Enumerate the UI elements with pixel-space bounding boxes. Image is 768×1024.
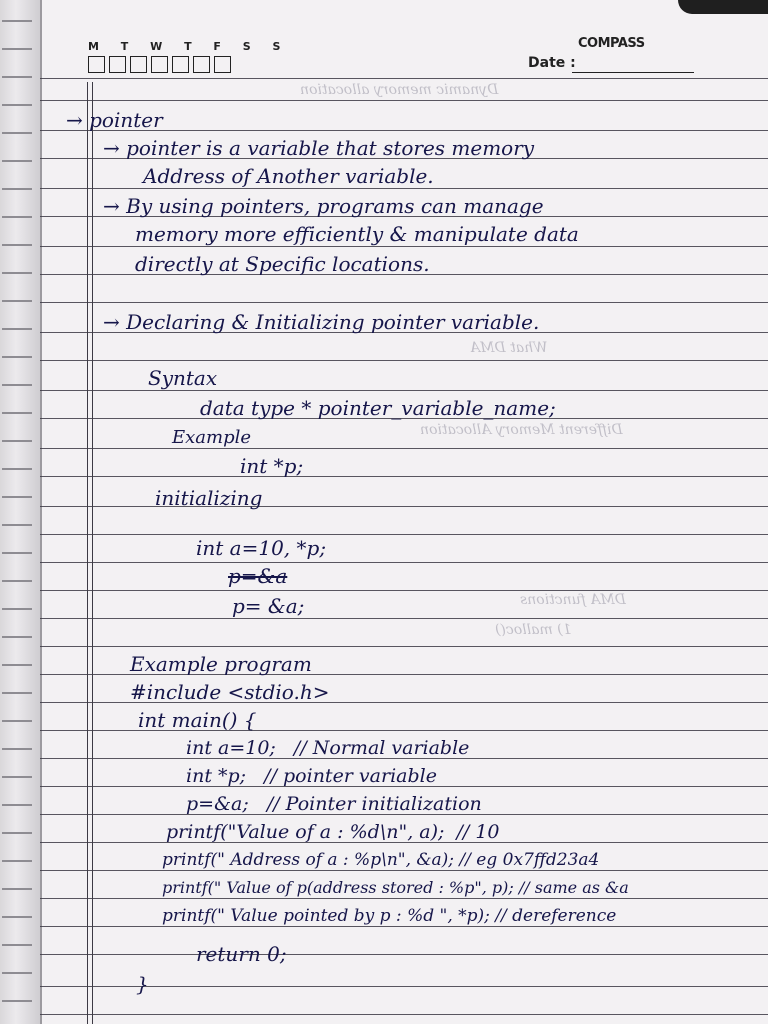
struck-out-code: p=&a	[228, 564, 288, 588]
ruled-line	[40, 618, 768, 619]
page-edge	[2, 132, 32, 134]
ruled-line	[40, 390, 768, 391]
code-line: printf(" Value of p(address stored : %p", p); // same as &a	[162, 878, 629, 897]
weekday-labels: M T W T F S S	[88, 40, 290, 53]
ruled-line	[40, 562, 768, 563]
code-line: }	[136, 972, 149, 996]
ruled-line	[40, 954, 768, 955]
page-edge	[2, 384, 32, 386]
page-edge	[2, 832, 32, 834]
code-line: int *p;	[240, 454, 304, 478]
margin-line	[87, 82, 88, 1024]
page-edge	[2, 552, 32, 554]
ruled-line	[40, 506, 768, 507]
page-edge	[2, 328, 32, 330]
page-edge	[2, 160, 32, 162]
page-edge	[2, 664, 32, 666]
code-line: #include <stdio.h>	[130, 680, 330, 704]
margin-line	[92, 82, 93, 1024]
ruled-line	[40, 1014, 768, 1015]
ruled-line	[40, 360, 768, 361]
page-edge	[2, 300, 32, 302]
page-edge	[2, 188, 32, 190]
page-edge	[2, 76, 32, 78]
page-edge	[2, 580, 32, 582]
ruled-line	[40, 100, 768, 101]
bleed-through-text: Different Memory Allocation	[420, 422, 623, 438]
page-edge	[2, 216, 32, 218]
note-line: Address of Another variable.	[143, 164, 434, 188]
page-edge	[2, 972, 32, 974]
code-line: return 0;	[196, 942, 287, 966]
page-edge	[2, 916, 32, 918]
page-edge	[2, 496, 32, 498]
page-edge	[2, 944, 32, 946]
note-line: directly at Specific locations.	[135, 252, 430, 276]
page-edge	[2, 804, 32, 806]
page-edge	[2, 692, 32, 694]
note-line: → pointer is a variable that stores memory	[103, 136, 535, 160]
ruled-line	[40, 448, 768, 449]
page-edge	[2, 48, 32, 50]
page-edge	[2, 1000, 32, 1002]
code-line: int *p; // pointer variable	[186, 765, 437, 787]
ruled-line	[40, 188, 768, 189]
page-edge	[2, 272, 32, 274]
date-label: Date :	[528, 55, 576, 71]
page-edge	[2, 104, 32, 106]
bleed-through-text: Dynamic memory allocation	[300, 82, 499, 98]
date-line	[572, 72, 694, 73]
ruled-line	[40, 986, 768, 987]
notebook-binding	[0, 0, 42, 1024]
note-label: Syntax	[148, 366, 218, 390]
code-line: p= &a;	[232, 594, 305, 618]
code-line: int a=10; // Normal variable	[186, 737, 470, 759]
code-line: p=&a; // Pointer initialization	[186, 793, 482, 815]
code-line: int main() {	[138, 708, 257, 732]
ruled-line	[40, 302, 768, 303]
page-edge	[2, 860, 32, 862]
note-line: memory more efficiently & manipulate data	[135, 222, 579, 246]
ruled-line	[40, 590, 768, 591]
code-line: printf("Value of a : %d\n", a); // 10	[166, 821, 500, 843]
bleed-through-text: DMA functions	[520, 592, 626, 608]
note-label: initializing	[155, 486, 263, 510]
ruled-line	[40, 476, 768, 477]
note-heading: → Declaring & Initializing pointer variable.	[103, 310, 540, 334]
note-label: Example	[172, 427, 252, 448]
ruled-line	[40, 534, 768, 535]
bleed-through-text: 1) malloc()	[495, 622, 572, 638]
note-heading: → pointer	[66, 108, 163, 132]
ruled-line	[40, 246, 768, 247]
code-line: printf(" Value pointed by p : %d ", *p); // dereference	[162, 906, 617, 926]
code-line: int a=10, *p;	[196, 536, 327, 560]
brand-logo: COMPASS	[578, 36, 645, 51]
background-corner	[678, 0, 768, 14]
page-edge	[2, 356, 32, 358]
page-edge	[2, 888, 32, 890]
page-edge	[2, 720, 32, 722]
ruled-line	[40, 78, 768, 79]
note-label: Example program	[130, 652, 312, 676]
page-edge	[2, 440, 32, 442]
page-edge	[2, 244, 32, 246]
note-line: → By using pointers, programs can manage	[103, 194, 544, 218]
page-edge	[2, 608, 32, 610]
page-edge	[2, 524, 32, 526]
bleed-through-text: What DMA	[470, 340, 548, 356]
page-edge	[2, 412, 32, 414]
code-line: printf(" Address of a : %p\n", &a); // eg 0x7ffd23a4	[162, 850, 600, 870]
page-edge	[2, 776, 32, 778]
page-edge	[2, 20, 32, 22]
page-edge	[2, 636, 32, 638]
page-edge	[2, 468, 32, 470]
ruled-line	[40, 646, 768, 647]
page-edge	[2, 748, 32, 750]
weekday-checkboxes	[88, 56, 231, 73]
code-line: data type * pointer_variable_name;	[200, 396, 556, 420]
